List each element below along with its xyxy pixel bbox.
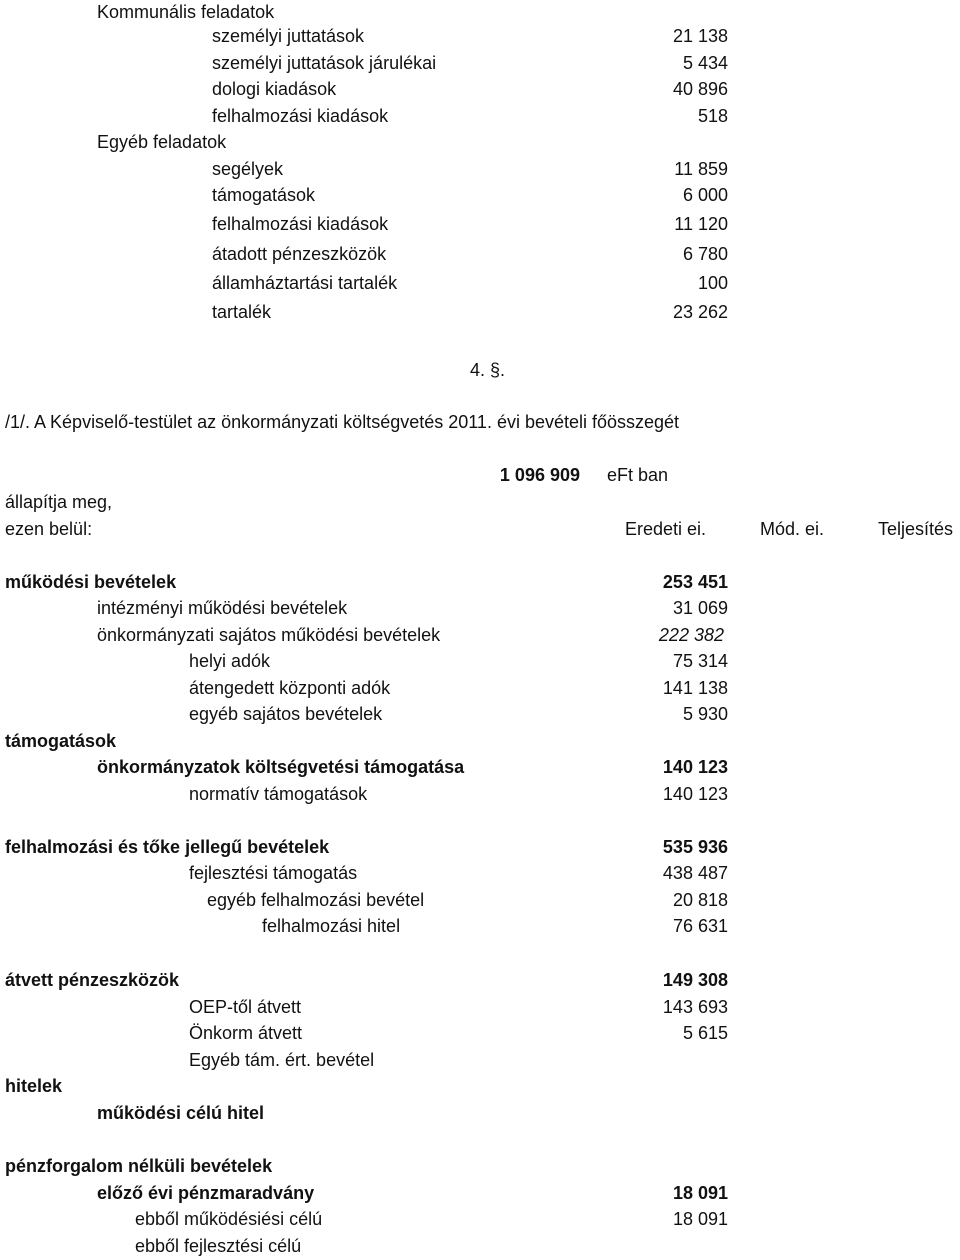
paragraph-intro: /1/. A Képviselő-testület az önkormányzati költségvetés 2011. évi bevételi főösszegét bbox=[5, 412, 680, 432]
revenue-subitem-amount: 20 818 bbox=[672, 890, 728, 910]
revenue-subitem-amount: 76 631 bbox=[672, 916, 728, 936]
column-header-eredeti: Eredeti ei. bbox=[625, 519, 707, 539]
revenue-subitem-amount: 438 487 bbox=[662, 863, 728, 883]
revenue-item-label: előző évi pénzmaradvány bbox=[97, 1183, 315, 1203]
kommunalis-item-amount: 5 434 bbox=[682, 53, 728, 73]
revenue-item-amount: 31 069 bbox=[672, 598, 728, 618]
revenue-category-amount: 149 308 bbox=[662, 970, 728, 990]
revenue-subitem-label: ebből működésiési célú bbox=[135, 1209, 323, 1229]
egyeb-item-label: átadott pénzeszközök bbox=[212, 244, 387, 264]
kommunalis-item-label: felhalmozási kiadások bbox=[212, 106, 389, 126]
egyeb-item-amount: 11 859 bbox=[674, 159, 728, 179]
revenue-item-label: intézményi működési bevételek bbox=[97, 598, 348, 618]
revenue-subitem-label: fejlesztési támogatás bbox=[189, 863, 358, 883]
revenue-subitem-amount: 141 138 bbox=[662, 678, 728, 698]
revenue-category-label: pénzforgalom nélküli bevételek bbox=[5, 1156, 273, 1176]
revenue-subitem-amount: 75 314 bbox=[672, 651, 728, 671]
revenue-item-amount: 18 091 bbox=[672, 1183, 728, 1203]
revenue-subitem-label: átengedett központi adók bbox=[189, 678, 391, 698]
egyeb-item-label: felhalmozási kiadások bbox=[212, 214, 389, 234]
kommunalis-item-label: személyi juttatások bbox=[212, 26, 365, 46]
section-heading-kommunalis: Kommunális feladatok bbox=[97, 2, 275, 22]
revenue-subitem-label: egyéb sajátos bevételek bbox=[189, 704, 383, 724]
revenue-category-amount: 253 451 bbox=[662, 572, 728, 592]
egyeb-item-label: támogatások bbox=[212, 185, 316, 205]
revenue-subitem-amount: 140 123 bbox=[662, 784, 728, 804]
kommunalis-item-amount: 21 138 bbox=[672, 26, 728, 46]
revenue-subitem-label: ebből fejlesztési célú bbox=[135, 1236, 302, 1256]
revenue-subitem-label: normatív támogatások bbox=[189, 784, 368, 804]
revenue-category-label: működési bevételek bbox=[5, 572, 177, 592]
egyeb-item-label: államháztartási tartalék bbox=[212, 273, 398, 293]
revenue-subitem-label: felhalmozási hitel bbox=[262, 916, 401, 936]
egyeb-item-label: segélyek bbox=[212, 159, 284, 179]
column-header-mod: Mód. ei. bbox=[760, 519, 825, 539]
egyeb-item-amount: 100 bbox=[697, 273, 728, 293]
revenue-subitem-amount: 5 615 bbox=[682, 1023, 728, 1043]
revenue-item-label: önkormányzati sajátos működési bevételek bbox=[97, 625, 441, 645]
section-heading-egyeb: Egyéb feladatok bbox=[97, 132, 227, 152]
egyeb-item-amount: 11 120 bbox=[674, 214, 728, 234]
kommunalis-item-amount: 518 bbox=[697, 106, 728, 126]
revenue-subitem-amount: 18 091 bbox=[672, 1209, 728, 1229]
ezen-belul-text: ezen belül: bbox=[5, 519, 93, 539]
egyeb-item-amount: 6 780 bbox=[682, 244, 728, 264]
revenue-item-amount: 222 382 bbox=[658, 625, 724, 645]
revenue-item-label: önkormányzatok költségvetési támogatása bbox=[97, 757, 465, 777]
revenue-category-label: átvett pénzeszközök bbox=[5, 970, 180, 990]
revenue-category-label: hitelek bbox=[5, 1076, 63, 1096]
revenue-category-amount: 535 936 bbox=[662, 837, 728, 857]
paragraph-number: 4. §. bbox=[470, 360, 506, 380]
revenue-subitem-label: egyéb felhalmozási bevétel bbox=[207, 890, 425, 910]
kommunalis-item-label: személyi juttatások járulékai bbox=[212, 53, 437, 73]
kommunalis-item-label: dologi kiadások bbox=[212, 79, 337, 99]
revenue-subitem-label: Egyéb tám. ért. bevétel bbox=[189, 1050, 375, 1070]
revenue-subitem-amount: 143 693 bbox=[662, 997, 728, 1017]
revenue-item-label: működési célú hitel bbox=[97, 1103, 265, 1123]
egyeb-item-label: tartalék bbox=[212, 302, 272, 322]
kommunalis-item-amount: 40 896 bbox=[672, 79, 728, 99]
revenue-subitem-label: helyi adók bbox=[189, 651, 271, 671]
column-header-teljesites: Teljesítés bbox=[878, 519, 954, 539]
revenue-subitem-label: Önkorm átvett bbox=[189, 1023, 303, 1043]
egyeb-item-amount: 6 000 bbox=[682, 185, 728, 205]
revenue-subitem-amount: 5 930 bbox=[682, 704, 728, 724]
egyeb-item-amount: 23 262 bbox=[672, 302, 728, 322]
revenue-category-label: támogatások bbox=[5, 731, 117, 751]
revenue-item-amount: 140 123 bbox=[662, 757, 728, 777]
revenue-total: 1 096 909 bbox=[499, 465, 580, 485]
revenue-category-label: felhalmozási és tőke jellegű bevételek bbox=[5, 837, 330, 857]
allapitja-text: állapítja meg, bbox=[5, 492, 113, 512]
revenue-total-unit: eFt ban bbox=[607, 465, 669, 485]
revenue-subitem-label: OEP-től átvett bbox=[189, 997, 302, 1017]
